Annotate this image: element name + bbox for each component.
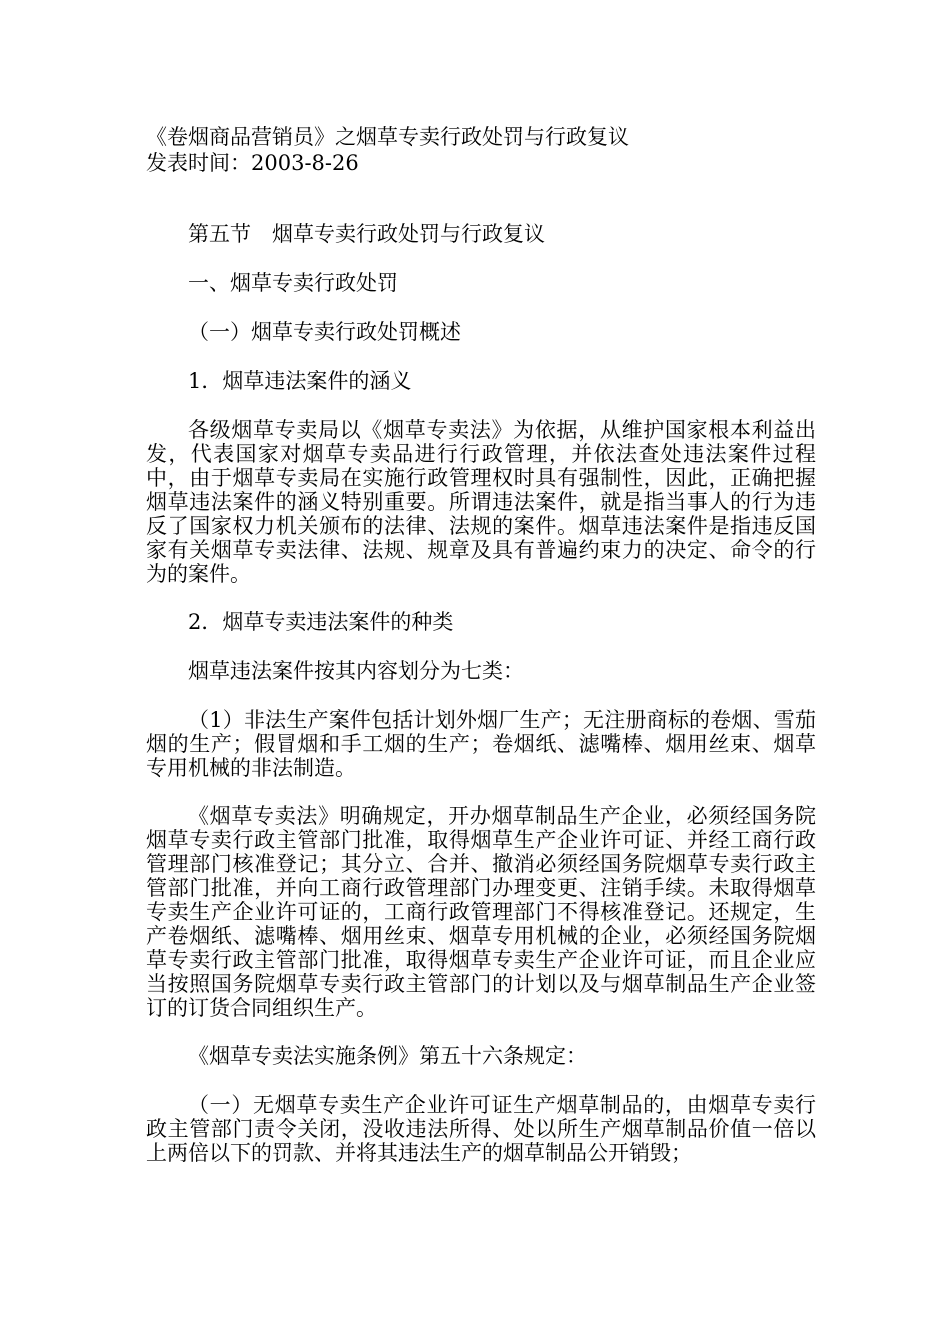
- document-page: [146, 124, 816, 1189]
- body-paragraph: 各级烟草专卖局以《烟草专卖法》为依据，从维护国家根本利益出发，代表国家对烟草专卖品进行行政管理，并依法查处违法案件过程中，由于烟草专卖局在实施行政管理权时具有强制性，因此，正确把握烟草违法案件的涵义特别重要。所谓违法案件，就是指当事人的行为违反了国家权力机关颁布的法律、法规的案件。烟草违法案件是指违反国家有关烟草专卖法律、法规、规章及具有普遍约束力的决定、命令的行为的案件。: [146, 418, 816, 586]
- subsection-heading: 一、烟草专卖行政处罚: [188, 271, 398, 295]
- body-paragraph: （一）无烟草专卖生产企业许可证生产烟草制品的，由烟草专卖行政主管部门责令关闭，没收违法所得、处以所生产烟草制品价值一倍以上两倍以下的罚款、并将其违法生产的烟草制品公开销毁；: [146, 1093, 816, 1165]
- body-paragraph: 烟草违法案件按其内容划分为七类：: [188, 659, 524, 683]
- document-title: 《卷烟商品营销员》之烟草专卖行政处罚与行政复议: [146, 125, 629, 149]
- item-heading-types: 2．烟草专卖违法案件的种类: [188, 610, 454, 634]
- subsection-heading-overview: （一）烟草专卖行政处罚概述: [188, 320, 461, 344]
- section-heading: 第五节 烟草专卖行政处罚与行政复议: [188, 222, 545, 246]
- body-paragraph: 《烟草专卖法》明确规定，开办烟草制品生产企业，必须经国务院烟草专卖行政主管部门批准，取得烟草生产企业许可证、并经工商行政管理部门核准登记；其分立、合并、撤消必须经国务院烟草专卖行政主管部门批准，并向工商行政管理部门办理变更、注销手续。未取得烟草专卖生产企业许可证的，工商行政管理部门不得核准登记。还规定，生产卷烟纸、滤嘴棒、烟用丝束、烟草专用机械的企业，必须经国务院烟草专卖行政主管部门批准，取得烟草专卖生产企业许可证，而且企业应当按照国务院烟草专卖行政主管部门的计划以及与烟草制品生产企业签订的订货合同组织生产。: [146, 804, 816, 1020]
- body-paragraph: 《烟草专卖法实施条例》第五十六条规定：: [188, 1044, 587, 1068]
- publish-date: 发表时间：2003-8-26: [146, 151, 359, 175]
- body-paragraph: （1）非法生产案件包括计划外烟厂生产；无注册商标的卷烟、雪茄烟的生产；假冒烟和手工烟的生产；卷烟纸、滤嘴棒、烟用丝束、烟草专用机械的非法制造。: [146, 708, 816, 780]
- item-heading-definition: 1．烟草违法案件的涵义: [188, 369, 412, 393]
